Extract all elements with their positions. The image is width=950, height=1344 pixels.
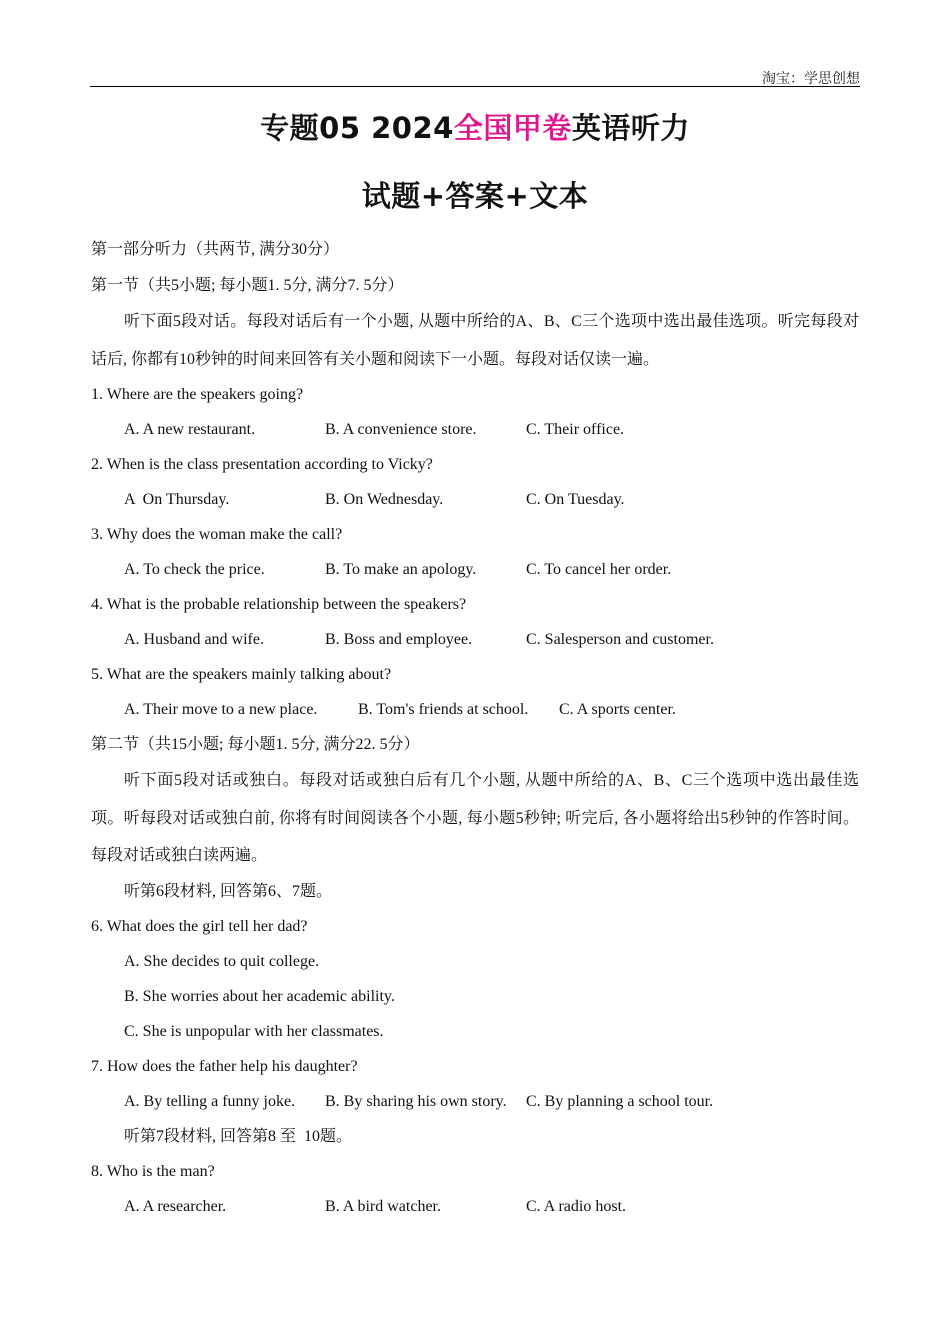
q1-option-c: C. Their office.: [526, 421, 625, 438]
q5-option-a: A. Their move to a new place.: [124, 701, 318, 718]
section2-heading: 第二节（共15小题; 每小题1. 5分, 满分22. 5分）: [91, 736, 420, 753]
q6-option-c: C. She is unpopular with her classmates.: [124, 1023, 384, 1040]
q3-option-a: A. To check the price.: [124, 561, 265, 578]
page-subtitle: 试题+答案+文本: [361, 179, 589, 213]
q5-option-c: C. A sports center.: [559, 701, 676, 718]
q4-option-a: A. Husband and wife.: [124, 631, 264, 648]
section1-heading: 第一节（共5小题; 每小题1. 5分, 满分7. 5分）: [91, 277, 404, 294]
question-4: 4. What is the probable relationship between the speakers?: [91, 596, 467, 613]
question-5: 5. What are the speakers mainly talking about?: [91, 666, 392, 683]
q1-option-b: B. A convenience store.: [325, 421, 477, 438]
header-divider: [90, 86, 860, 87]
question-6: 6. What does the girl tell her dad?: [91, 918, 308, 935]
q4-option-b: B. Boss and employee.: [325, 631, 473, 648]
q4-option-c: C. Salesperson and customer.: [526, 631, 714, 648]
q2-option-a: A On Thursday.: [124, 491, 230, 508]
question-2: 2. When is the class presentation according to Vicky?: [91, 456, 433, 473]
title-highlight: 全国甲卷: [453, 111, 572, 145]
question-8: 8. Who is the man?: [91, 1163, 215, 1180]
part1-heading: 第一部分听力（共两节, 满分30分）: [91, 241, 340, 258]
q8-option-b: B. A bird watcher.: [325, 1198, 441, 1215]
title-suffix: 英语听力: [571, 111, 690, 145]
q8-option-c: C. A radio host.: [526, 1198, 627, 1215]
page-title: [0, 106, 950, 147]
q8-option-a: A. A researcher.: [124, 1198, 227, 1215]
question-7: 7. How does the father help his daughter?: [91, 1058, 358, 1075]
q2-option-b: B. On Wednesday.: [325, 491, 444, 508]
q3-option-c: C. To cancel her order.: [526, 561, 672, 578]
q3-option-b: B. To make an apology.: [325, 561, 477, 578]
material-6-note: 听第6段材料, 回答第6、7题。: [124, 883, 333, 900]
section2-instructions: 听下面5段对话或独白。每段对话或独白后有几个小题, 从题中所给的A、B、C三个选项中选出最佳选项。听每段对话或独白前, 你将有时间阅读各个小题, 每小题5秒钟; 听完后, 各小题将给出5秒钟的作答时间。每段对话或独白读两遍。: [91, 772, 859, 864]
q6-option-a: A. She decides to quit college.: [124, 953, 320, 970]
q5-option-b: B. Tom's friends at school.: [358, 701, 529, 718]
q2-option-c: C. On Tuesday.: [526, 491, 625, 508]
question-3: 3. Why does the woman make the call?: [91, 526, 343, 543]
q7-option-b: B. By sharing his own story.: [325, 1093, 507, 1110]
material-7-note: 听第7段材料, 回答第8 至 10题。: [124, 1128, 353, 1145]
header-shop-label: 淘宝：学思创想: [762, 72, 860, 87]
section1-instructions: 听下面5段对话。每段对话后有一个小题, 从题中所给的A、B、C三个选项中选出最佳选项。听完每段对话后, 你都有10秒钟的时间来回答有关小题和阅读下一小题。每段对话仅读一遍。: [91, 313, 859, 368]
question-1: 1. Where are the speakers going?: [91, 386, 304, 403]
q7-option-c: C. By planning a school tour.: [526, 1093, 714, 1110]
title-prefix: 专题05 2024: [260, 111, 454, 145]
q7-option-a: A. By telling a funny joke.: [124, 1093, 296, 1110]
q1-option-a: A. A new restaurant.: [124, 421, 256, 438]
q6-option-b: B. She worries about her academic ability.: [124, 988, 395, 1005]
